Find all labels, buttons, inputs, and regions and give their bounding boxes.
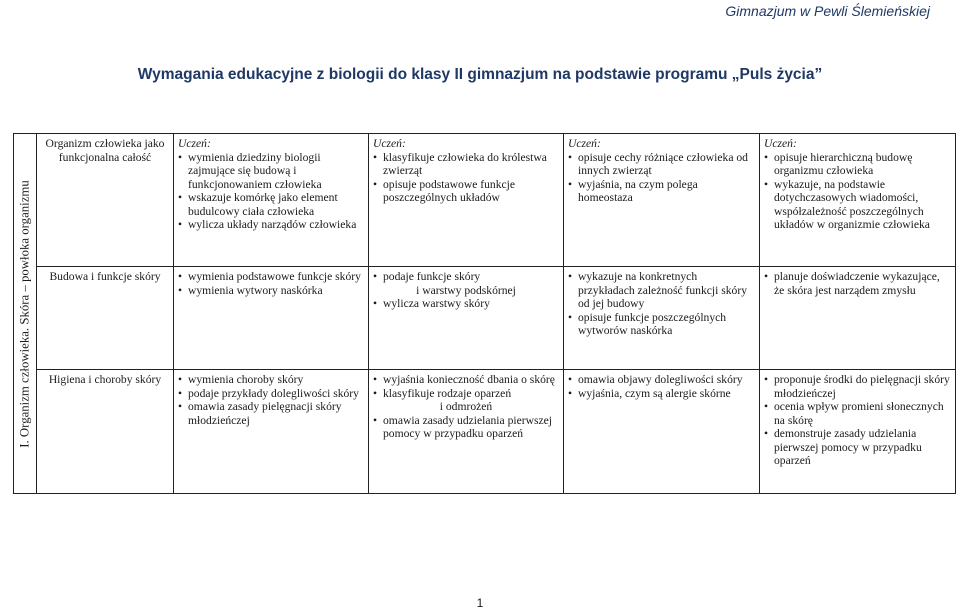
requirement-item: • wymienia podstawowe funkcje skóry (178, 270, 364, 284)
requirement-item: • omawia zasady udzielania pierwszej pomocy w przypadku oparzeń (373, 414, 559, 441)
requirement-item: • demonstruje zasady udzielania pierwszej pomocy w przypadku oparzeń (764, 427, 951, 468)
requirement-item: • wymienia choroby skóry (178, 373, 364, 387)
requirement-cell (564, 267, 760, 370)
requirement-item: • opisuje funkcje poszczególnych wytworów naskórka (568, 311, 755, 338)
requirement-item: • planuje doświadczenie wykazujące, że skóra jest narządem zmysłu (764, 270, 951, 297)
requirement-cell (760, 134, 956, 267)
requirement-item: • wylicza układy narządów człowieka (178, 218, 364, 232)
requirement-item: • wymienia wytwory naskórka (178, 284, 364, 298)
requirement-item: • wyjaśnia, na czym polega homeostaza (568, 178, 755, 205)
requirement-continuation: i warstwy podskórnej (416, 283, 516, 297)
requirement-item: • omawia zasady pielęgnacji skóry młodzieńczej (178, 400, 364, 427)
document-title: Wymagania edukacyjne z biologii do klasy II gimnazjum na podstawie programu „Puls życia” (137, 66, 823, 83)
requirement-cell (760, 370, 956, 494)
requirement-item: • klasyfikuje rodzaje oparzeń (373, 387, 559, 401)
running-header: Gimnazjum w Pewli Ślemieńskiej (725, 3, 930, 19)
requirement-item: • klasyfikuje człowieka do królestwa zwierząt (373, 151, 559, 178)
table-row (14, 370, 956, 494)
page-number: 1 (476, 596, 484, 610)
requirement-item: • omawia objawy dolegliwości skóry (568, 373, 755, 387)
section-label-cell (14, 134, 37, 494)
requirement-item: • podaje przykłady dolegliwości skóry (178, 387, 364, 401)
requirement-item: • wymienia dziedziny biologii zajmujące się budową i funkcjonowaniem człowieka (178, 151, 364, 192)
table-row (14, 267, 956, 370)
requirement-cell (564, 134, 760, 267)
topic-cell: Organizm człowieka jako funkcjonalna całość (37, 134, 174, 267)
requirements-table (13, 133, 956, 494)
requirement-item: • wskazuje komórkę jako element budulcowy ciała człowieka (178, 191, 364, 218)
requirement-cell (369, 267, 564, 370)
uczen-label: Uczeń: (373, 137, 406, 150)
table-row (14, 134, 956, 267)
requirement-cell (174, 370, 369, 494)
requirement-cell (760, 267, 956, 370)
topic-cell: Budowa i funkcje skóry (37, 267, 174, 370)
requirement-item: • wykazuje na konkretnych przykładach zależność funkcji skóry od jej budowy (568, 270, 755, 311)
requirement-item: • wyjaśnia konieczność dbania o skórę (373, 373, 559, 387)
requirement-item: • opisuje podstawowe funkcje poszczególnych układów (373, 178, 559, 205)
requirement-cell (564, 370, 760, 494)
requirement-continuation: i odmrożeń (439, 400, 493, 413)
requirement-item: • opisuje hierarchiczną budowę organizmu człowieka (764, 151, 951, 178)
topic-cell: Higiena i choroby skóry (37, 370, 174, 494)
requirement-item: • wylicza warstwy skóry (373, 297, 559, 311)
requirement-item: • opisuje cechy różniące człowieka od innych zwierząt (568, 151, 755, 178)
requirement-item: • proponuje środki do pielęgnacji skóry młodzieńczej (764, 373, 951, 400)
requirement-cell (369, 134, 564, 267)
uczen-label: Uczeń: (764, 137, 797, 150)
requirement-cell (369, 370, 564, 494)
requirement-item: • podaje funkcje skóry (373, 270, 559, 284)
uczen-label: Uczeń: (568, 137, 601, 150)
requirement-item: • wykazuje, na podstawie dotychczasowych wiadomości, współzależność poszczególnych układów w organizmie człowieka (764, 178, 951, 232)
requirement-cell (174, 267, 369, 370)
requirement-item: • wyjaśnia, czym są alergie skórne (568, 387, 755, 401)
uczen-label: Uczeń: (178, 137, 211, 150)
section-label: I. Organizm człowieka. Skóra – powłoka organizmu (17, 179, 32, 448)
requirement-cell (174, 134, 369, 267)
requirement-item: • ocenia wpływ promieni słonecznych na skórę (764, 400, 951, 427)
